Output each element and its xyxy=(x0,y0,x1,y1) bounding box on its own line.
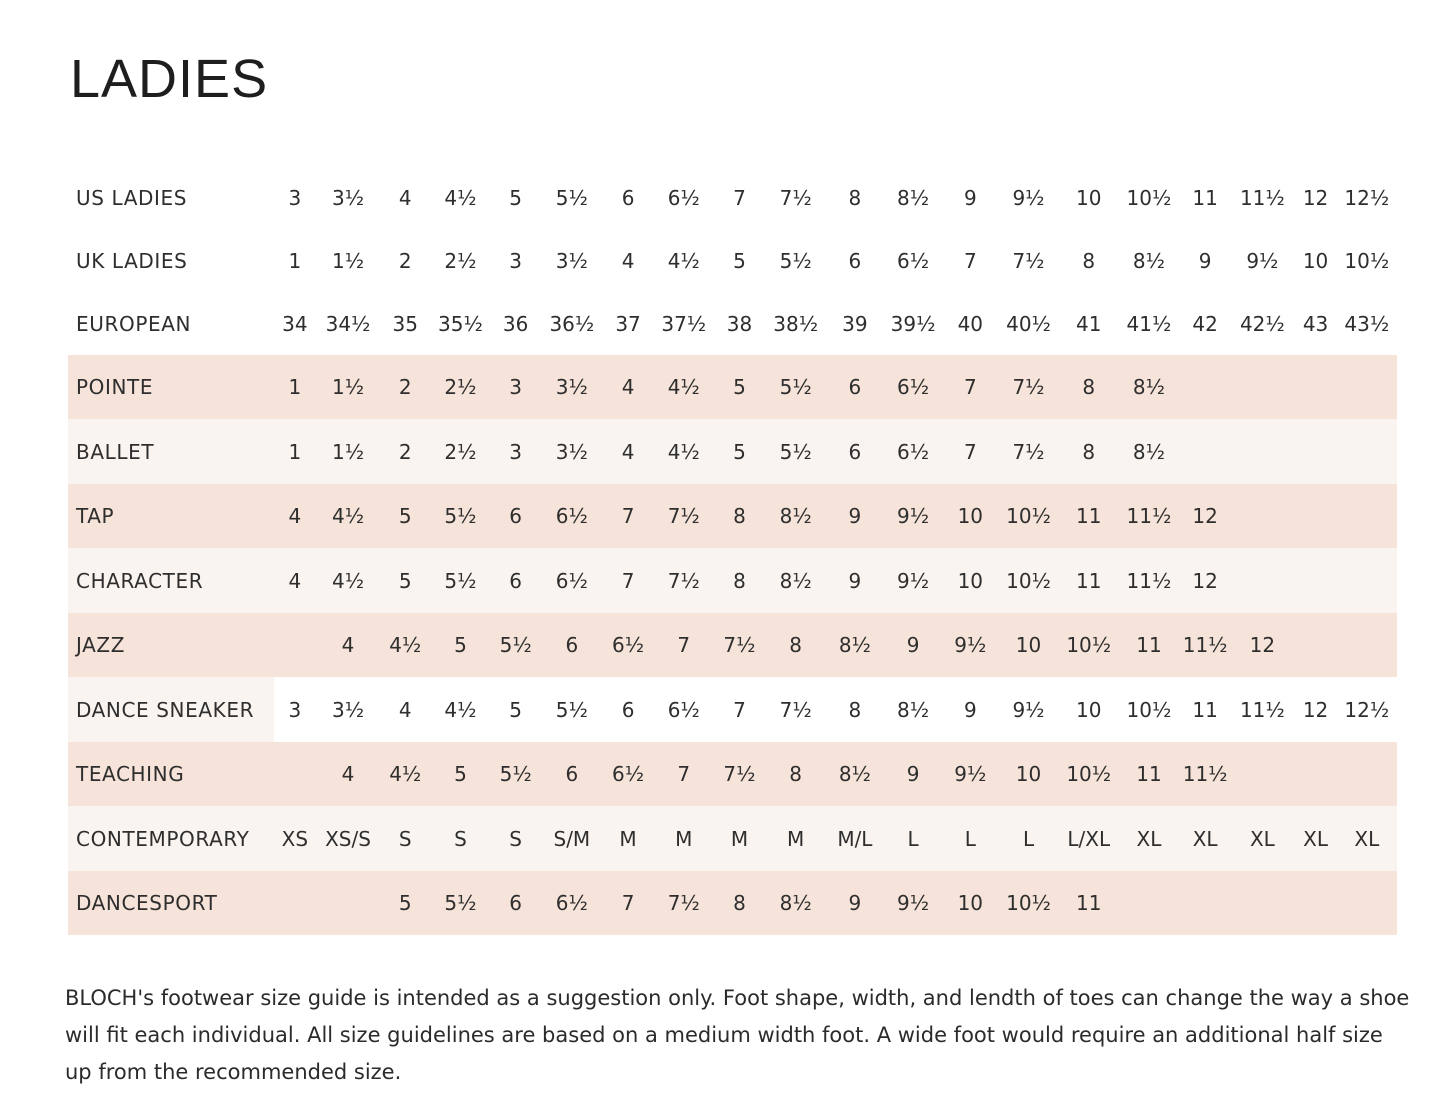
size-cell: 5½ xyxy=(541,677,603,742)
table-row xyxy=(68,613,1397,677)
row-label: POINTE xyxy=(68,355,274,419)
size-cell: XL xyxy=(1337,806,1397,871)
size-cell: 10½ xyxy=(1344,248,1390,273)
size-cell: 10 xyxy=(997,613,1059,677)
size-cell: S xyxy=(430,806,490,871)
row-label: BALLET xyxy=(68,419,274,484)
size-cell: L xyxy=(943,806,997,871)
size-cell: 4½ xyxy=(667,248,700,273)
size-cell: 10 xyxy=(1302,248,1329,273)
size-cell: 6 xyxy=(621,185,635,210)
size-cell: 6 xyxy=(491,548,541,613)
size-cell: 1 xyxy=(274,355,316,419)
size-cell: 8½ xyxy=(827,613,883,677)
size-cell: 6½ xyxy=(541,871,603,935)
size-cell: 3½ xyxy=(316,677,380,742)
size-cell: 11½ xyxy=(1230,677,1294,742)
size-cell: 9½ xyxy=(1012,185,1045,210)
size-cell: 4½ xyxy=(316,484,380,548)
size-cell: 11½ xyxy=(1180,742,1230,806)
size-cell: 9½ xyxy=(1246,248,1279,273)
size-cell: 4 xyxy=(274,484,316,548)
size-cell: 7½ xyxy=(714,613,764,677)
size-cell: 6½ xyxy=(653,677,714,742)
size-cell xyxy=(1230,548,1294,613)
size-cell: 7½ xyxy=(779,185,812,210)
size-cell: 4 xyxy=(274,548,316,613)
size-cell: 7 xyxy=(943,355,997,419)
size-cell: 11½ xyxy=(1239,185,1285,210)
size-cell: 7 xyxy=(733,185,746,210)
size-cell: 11½ xyxy=(1118,548,1180,613)
size-cell: 3½ xyxy=(555,248,588,273)
row-label: DANCE SNEAKER xyxy=(68,677,274,742)
size-cell: 6½ xyxy=(603,613,653,677)
size-cell: 7½ xyxy=(653,871,714,935)
size-cell: M/L xyxy=(827,806,883,871)
size-cell: 4½ xyxy=(380,613,430,677)
size-cell: 9 xyxy=(827,548,883,613)
size-cell: 8½ xyxy=(1132,248,1165,273)
size-cell: M xyxy=(714,806,764,871)
size-cell: 5 xyxy=(380,484,430,548)
size-cell: 10½ xyxy=(997,871,1059,935)
size-cell: 37½ xyxy=(661,311,707,336)
size-cell: S xyxy=(491,806,541,871)
size-cell: 7 xyxy=(943,419,997,484)
size-cell: 4 xyxy=(398,185,412,210)
size-cell: 12½ xyxy=(1344,185,1390,210)
size-cell: 10 xyxy=(1076,185,1102,210)
table-row xyxy=(68,677,1397,742)
size-cell xyxy=(1230,419,1294,484)
size-cell xyxy=(1230,871,1294,935)
size-cell: 4½ xyxy=(653,355,714,419)
size-cell: 6 xyxy=(541,613,603,677)
size-cell: 1½ xyxy=(316,419,380,484)
size-cell xyxy=(1337,871,1397,935)
size-cell: 8½ xyxy=(765,871,827,935)
size-cell xyxy=(274,613,316,677)
size-cell: XS xyxy=(274,806,316,871)
size-cell xyxy=(1230,742,1294,806)
size-cell: 4½ xyxy=(380,742,430,806)
size-cell xyxy=(1180,871,1230,935)
row-label: CONTEMPORARY xyxy=(68,806,274,871)
size-cell: 11 xyxy=(1060,484,1118,548)
size-cell: 9½ xyxy=(943,742,997,806)
size-cell: 9 xyxy=(827,871,883,935)
size-cell: XL xyxy=(1230,806,1294,871)
size-cell: 6½ xyxy=(541,484,603,548)
size-cell: 4 xyxy=(621,248,635,273)
size-cell: 9 xyxy=(1198,248,1212,273)
size-cell: M xyxy=(765,806,827,871)
size-cell: 9½ xyxy=(883,484,943,548)
size-cell: 5½ xyxy=(430,871,490,935)
size-cell xyxy=(1294,548,1336,613)
size-cell: 2 xyxy=(380,419,430,484)
size-cell: 7½ xyxy=(653,484,714,548)
size-cell xyxy=(1180,355,1230,419)
size-cell: 8½ xyxy=(1118,419,1180,484)
size-cell: 5 xyxy=(430,613,490,677)
size-cell: 4 xyxy=(603,419,653,484)
size-guide-disclaimer: BLOCH's footwear size guide is intended as a suggestion only. Foot shape, width, and lendth of toes can change the way a shoe will fit each individual. All size guidelines are based on a medium width foot. A wide foot would require an additional half size up from the recommended size. xyxy=(65,986,1410,1084)
table-row xyxy=(68,806,1397,871)
size-cell: 10 xyxy=(943,484,997,548)
size-cell: 8 xyxy=(714,484,764,548)
size-cell: 7½ xyxy=(997,355,1059,419)
row-label: DANCESPORT xyxy=(68,871,274,935)
size-cell: 3 xyxy=(491,355,541,419)
size-cell: 6½ xyxy=(883,355,943,419)
size-cell: 5 xyxy=(509,185,523,210)
size-cell xyxy=(1294,484,1336,548)
size-cell: 4 xyxy=(316,613,380,677)
size-cell: 6 xyxy=(603,677,653,742)
size-cell: 41½ xyxy=(1126,311,1172,336)
page-title: LADIES xyxy=(70,49,269,109)
table-row xyxy=(68,355,1397,419)
table-row xyxy=(68,419,1397,484)
size-cell: 5½ xyxy=(555,185,588,210)
size-cell xyxy=(316,871,380,935)
size-cell: 11 xyxy=(1060,548,1118,613)
size-cell: 2 xyxy=(398,248,412,273)
size-cell xyxy=(1337,613,1397,677)
size-cell: 11½ xyxy=(1118,484,1180,548)
size-cell: 41 xyxy=(1076,311,1102,336)
row-label: EUROPEAN xyxy=(76,311,192,336)
table-row xyxy=(68,229,1397,292)
size-cell xyxy=(274,742,316,806)
size-cell: 4½ xyxy=(444,185,477,210)
row-label: US LADIES xyxy=(76,185,188,210)
size-cell: 5½ xyxy=(430,484,490,548)
size-cell: 10 xyxy=(943,871,997,935)
size-cell: 4 xyxy=(316,742,380,806)
size-cell: 34½ xyxy=(325,311,371,336)
table-row xyxy=(68,292,1397,355)
size-cell: 9 xyxy=(943,677,997,742)
size-cell: 2½ xyxy=(430,355,490,419)
size-cell: 9½ xyxy=(883,871,943,935)
size-cell: 43 xyxy=(1302,311,1329,336)
size-cell: 10½ xyxy=(997,548,1059,613)
table-row xyxy=(68,484,1397,548)
size-cell: 10 xyxy=(997,742,1059,806)
size-cell: 3 xyxy=(288,185,302,210)
size-cell: M xyxy=(653,806,714,871)
size-cell: 8½ xyxy=(897,185,930,210)
size-cell: 39 xyxy=(842,311,868,336)
size-cell: 6½ xyxy=(541,548,603,613)
table-row xyxy=(68,166,1397,229)
size-cell: 11 xyxy=(1192,185,1218,210)
size-cell: 8 xyxy=(1060,419,1118,484)
size-cell xyxy=(1294,419,1336,484)
size-cell: 8½ xyxy=(827,742,883,806)
size-cell xyxy=(1337,548,1397,613)
size-cell xyxy=(1294,871,1336,935)
size-cell: 10½ xyxy=(1126,185,1172,210)
size-cell: 10½ xyxy=(1118,677,1180,742)
table-row xyxy=(68,871,1397,935)
size-cell: 10 xyxy=(1060,677,1118,742)
size-cell xyxy=(1230,484,1294,548)
size-cell: XL xyxy=(1118,806,1180,871)
size-cell: 5½ xyxy=(430,548,490,613)
size-cell: L/XL xyxy=(1060,806,1118,871)
size-cell: 7½ xyxy=(653,548,714,613)
size-cell xyxy=(1294,742,1336,806)
size-cell: 8½ xyxy=(883,677,943,742)
size-cell: 6½ xyxy=(897,248,930,273)
size-cell: 42½ xyxy=(1239,311,1285,336)
size-cell: 12 xyxy=(1294,677,1336,742)
size-cell: 7 xyxy=(603,484,653,548)
size-cell xyxy=(274,871,316,935)
size-cell xyxy=(1337,484,1397,548)
size-cell: L xyxy=(997,806,1059,871)
size-cell: 37 xyxy=(615,311,641,336)
size-cell: S xyxy=(380,806,430,871)
size-cell: 5 xyxy=(733,248,746,273)
size-cell: 8½ xyxy=(765,484,827,548)
size-cell: 1 xyxy=(274,419,316,484)
size-cell: 34 xyxy=(282,311,308,336)
size-cell xyxy=(1294,613,1336,677)
size-cell: 6 xyxy=(848,248,862,273)
size-cell: 3½ xyxy=(541,419,603,484)
size-cell: 8 xyxy=(765,613,827,677)
size-cell: 39½ xyxy=(890,311,936,336)
size-cell: 7 xyxy=(653,613,714,677)
size-cell xyxy=(1337,355,1397,419)
size-cell: 9 xyxy=(883,742,943,806)
size-cell: 5 xyxy=(714,355,764,419)
size-cell: 7½ xyxy=(765,677,827,742)
size-cell: 6 xyxy=(491,484,541,548)
size-cell: 4½ xyxy=(316,548,380,613)
size-cell: 8 xyxy=(1082,248,1096,273)
size-cell xyxy=(1230,355,1294,419)
size-cell: 3 xyxy=(274,677,316,742)
size-cell: 7 xyxy=(963,248,977,273)
size-cell: 4 xyxy=(603,355,653,419)
size-cell: 2½ xyxy=(444,248,477,273)
size-cell: 6 xyxy=(491,871,541,935)
size-cell: 9½ xyxy=(883,548,943,613)
size-cell: XS/S xyxy=(316,806,380,871)
size-cell: 7½ xyxy=(714,742,764,806)
size-cell: 42 xyxy=(1192,311,1218,336)
size-cell: 40½ xyxy=(1006,311,1051,336)
size-cell: 7½ xyxy=(997,419,1059,484)
size-cell: 4½ xyxy=(653,419,714,484)
size-cell: 4½ xyxy=(430,677,490,742)
size-cell: XL xyxy=(1294,806,1336,871)
size-cell: L xyxy=(883,806,943,871)
size-cell: 2½ xyxy=(430,419,490,484)
size-cell: 8 xyxy=(1060,355,1118,419)
size-cell: 1 xyxy=(288,248,302,273)
size-cell: 36½ xyxy=(549,311,595,336)
size-cell: 11 xyxy=(1118,742,1180,806)
size-cell: 6½ xyxy=(667,185,700,210)
size-cell: 8½ xyxy=(765,548,827,613)
row-label: CHARACTER xyxy=(68,548,274,613)
size-cell: 5½ xyxy=(765,355,827,419)
size-cell: 1½ xyxy=(316,355,380,419)
size-cell: 2 xyxy=(380,355,430,419)
size-cell: 8½ xyxy=(1118,355,1180,419)
size-cell: XL xyxy=(1180,806,1230,871)
size-cell: 12 xyxy=(1302,185,1329,210)
size-cell: 9 xyxy=(827,484,883,548)
size-cell: 10½ xyxy=(1060,742,1118,806)
size-cell: 12 xyxy=(1230,613,1294,677)
size-cell: 7 xyxy=(603,871,653,935)
size-cell: 8 xyxy=(714,871,764,935)
size-cell: 5½ xyxy=(765,419,827,484)
size-cell: 11 xyxy=(1118,613,1180,677)
size-cell: 6½ xyxy=(603,742,653,806)
size-cell: 43½ xyxy=(1344,311,1390,336)
size-cell: M xyxy=(603,806,653,871)
size-cell xyxy=(1337,419,1397,484)
size-cell: 8 xyxy=(848,185,862,210)
size-cell: 5 xyxy=(714,419,764,484)
size-cell: 6½ xyxy=(883,419,943,484)
row-label: TAP xyxy=(68,484,274,548)
size-cell: 10 xyxy=(943,548,997,613)
size-cell: 6 xyxy=(827,419,883,484)
size-cell: 5½ xyxy=(491,613,541,677)
size-cell xyxy=(1337,742,1397,806)
size-cell: 12½ xyxy=(1337,677,1397,742)
row-label: JAZZ xyxy=(68,613,274,677)
size-cell: 1½ xyxy=(331,248,365,273)
size-cell: 11½ xyxy=(1180,613,1230,677)
size-cell: 8 xyxy=(827,677,883,742)
size-cell xyxy=(1118,871,1180,935)
row-label: UK LADIES xyxy=(76,248,188,273)
size-cell: 11 xyxy=(1060,871,1118,935)
size-cell: 7½ xyxy=(1012,248,1045,273)
size-cell: 3½ xyxy=(331,185,365,210)
size-cell: 35 xyxy=(392,311,418,336)
size-cell: 9 xyxy=(883,613,943,677)
size-cell: 38½ xyxy=(773,311,819,336)
size-cell: 4 xyxy=(380,677,430,742)
size-cell xyxy=(1294,355,1336,419)
row-label: TEACHING xyxy=(68,742,274,806)
size-cell: 40 xyxy=(957,311,984,336)
size-cell: 5 xyxy=(380,871,430,935)
size-cell: 7 xyxy=(603,548,653,613)
size-cell: 3 xyxy=(491,419,541,484)
size-cell: 8 xyxy=(765,742,827,806)
size-chart-table xyxy=(68,166,1397,935)
size-cell: 38 xyxy=(726,311,753,336)
size-cell: 5 xyxy=(380,548,430,613)
size-cell: 5½ xyxy=(491,742,541,806)
size-cell: 9½ xyxy=(943,613,997,677)
size-cell: 36 xyxy=(502,311,529,336)
size-cell: S/M xyxy=(541,806,603,871)
size-cell: 11 xyxy=(1180,677,1230,742)
size-cell: 7 xyxy=(653,742,714,806)
table-row xyxy=(68,742,1397,806)
size-cell: 10½ xyxy=(1060,613,1118,677)
size-cell: 5 xyxy=(491,677,541,742)
size-cell: 12 xyxy=(1180,484,1230,548)
size-cell: 5½ xyxy=(779,248,812,273)
size-cell: 3½ xyxy=(541,355,603,419)
size-cell: 7 xyxy=(714,677,764,742)
size-cell: 6 xyxy=(541,742,603,806)
size-cell: 10½ xyxy=(997,484,1059,548)
size-cell: 5 xyxy=(430,742,490,806)
size-cell: 8 xyxy=(714,548,764,613)
size-cell: 35½ xyxy=(438,311,483,336)
size-cell: 3 xyxy=(509,248,523,273)
size-cell: 12 xyxy=(1180,548,1230,613)
table-row xyxy=(68,548,1397,613)
size-cell: 9½ xyxy=(997,677,1059,742)
size-cell xyxy=(1180,419,1230,484)
size-cell: 6 xyxy=(827,355,883,419)
size-cell: 9 xyxy=(963,185,977,210)
